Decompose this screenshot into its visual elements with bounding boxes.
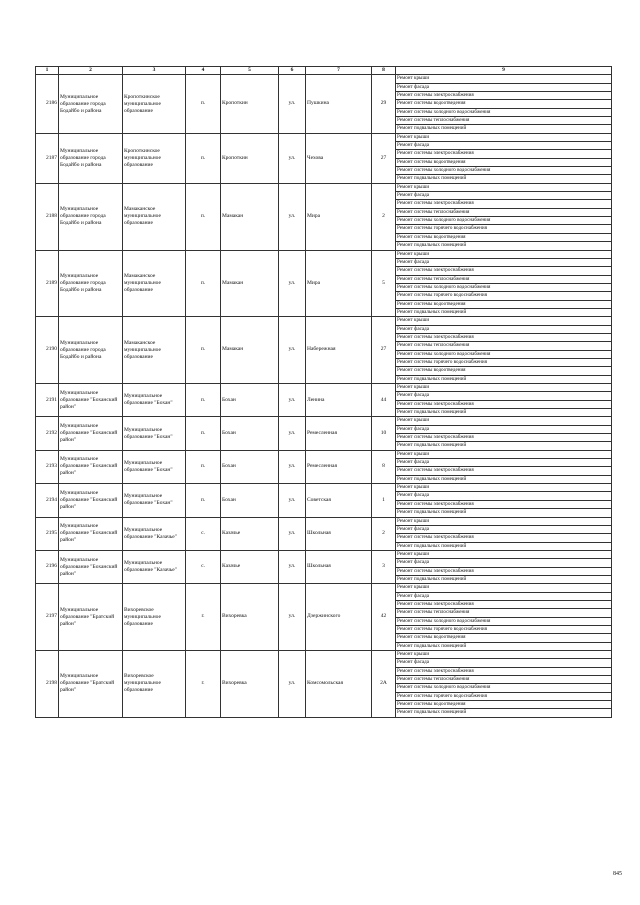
work-type: Ремонт системы водоотведения [396, 300, 612, 308]
work-type: Ремонт системы холодного водоснабжения [396, 684, 612, 692]
record-number: 2190 [36, 317, 59, 384]
table-body [36, 75, 612, 717]
record-number: 2186 [36, 75, 59, 133]
house-number: 27 [372, 317, 396, 384]
work-type: Ремонт системы водоотведения [396, 634, 612, 642]
work-type: Ремонт фасада [396, 83, 612, 91]
locality-name: Мамакан [221, 183, 279, 250]
locality-name: Мамакан [221, 250, 279, 317]
work-type: Ремонт крыши [396, 550, 612, 558]
work-type: Ремонт системы электроснабжения [396, 150, 612, 158]
municipal-district: Муниципальное образование города Бодайбо и района [59, 133, 123, 183]
settlement: Кропоткинское муниципальное образование [123, 133, 186, 183]
work-type: Ремонт системы холодного водоснабжения [396, 108, 612, 116]
record-number: 2193 [36, 450, 59, 483]
locality-name: Кропоткин [221, 75, 279, 133]
work-type: Ремонт системы электроснабжения [396, 467, 612, 475]
work-type: Ремонт системы электроснабжения [396, 600, 612, 608]
settlement-type: п. [186, 183, 221, 250]
record-number: 2197 [36, 584, 59, 651]
work-type: Ремонт подвальных помещений [396, 709, 612, 717]
settlement-type: с. [186, 550, 221, 583]
street-type: ул. [279, 651, 306, 718]
street-type: ул. [279, 484, 306, 517]
col-header: 9 [396, 67, 612, 75]
table-row [36, 317, 612, 325]
locality-name: Казачье [221, 550, 279, 583]
work-type: Ремонт фасада [396, 392, 612, 400]
street-name: Школьная [306, 550, 372, 583]
house-number: 29 [372, 75, 396, 133]
table-row [36, 450, 612, 458]
settlement: Муниципальное образование "Бохан" [123, 384, 186, 417]
record-number: 2192 [36, 417, 59, 450]
settlement-type: п. [186, 450, 221, 483]
work-type: Ремонт системы теплоснабжения [396, 342, 612, 350]
municipal-district: Муниципальное образование города Бодайбо и района [59, 183, 123, 250]
street-name: Комсомольская [306, 651, 372, 718]
work-type: Ремонт подвальных помещений [396, 542, 612, 550]
work-type: Ремонт подвальных помещений [396, 575, 612, 583]
street-name: Советская [306, 484, 372, 517]
col-header: 8 [372, 67, 396, 75]
col-header: 5 [221, 67, 279, 75]
work-type: Ремонт фасада [396, 142, 612, 150]
work-type: Ремонт фасада [396, 325, 612, 333]
house-number: 3 [372, 550, 396, 583]
work-type: Ремонт фасада [396, 492, 612, 500]
street-name: Ремесленная [306, 450, 372, 483]
work-type: Ремонт системы электроснабжения [396, 400, 612, 408]
table-row [36, 651, 612, 659]
work-type: Ремонт крыши [396, 651, 612, 659]
settlement: Муниципальное образование "Казачье" [123, 517, 186, 550]
work-type: Ремонт системы водоотведения [396, 233, 612, 241]
street-type: ул. [279, 133, 306, 183]
work-type: Ремонт крыши [396, 317, 612, 325]
repair-program-table [35, 66, 612, 718]
street-type: ул. [279, 450, 306, 483]
work-type: Ремонт системы холодного водоснабжения [396, 283, 612, 291]
house-number: 2 [372, 517, 396, 550]
col-header: 1 [36, 67, 59, 75]
house-number: 2 [372, 183, 396, 250]
work-type: Ремонт системы водоотведения [396, 100, 612, 108]
work-type: Ремонт системы электроснабжения [396, 534, 612, 542]
table-row [36, 250, 612, 258]
locality-name: Бохан [221, 384, 279, 417]
house-number: 2А [372, 651, 396, 718]
locality-name: Казачье [221, 517, 279, 550]
work-type: Ремонт подвальных помещений [396, 475, 612, 483]
work-type: Ремонт системы электроснабжения [396, 667, 612, 675]
house-number: 27 [372, 133, 396, 183]
col-header: 3 [123, 67, 186, 75]
municipal-district: Муниципальное образование города Бодайбо и района [59, 317, 123, 384]
settlement-type: п. [186, 317, 221, 384]
house-number: 10 [372, 417, 396, 450]
work-type: Ремонт подвальных помещений [396, 125, 612, 133]
street-name: Ленина [306, 384, 372, 417]
work-type: Ремонт крыши [396, 517, 612, 525]
work-type: Ремонт системы теплоснабжения [396, 117, 612, 125]
work-type: Ремонт системы водоотведения [396, 367, 612, 375]
municipal-district: Муниципальное образование "Боханский район" [59, 550, 123, 583]
record-number: 2198 [36, 651, 59, 718]
street-type: ул. [279, 250, 306, 317]
settlement: Мамаканское муниципальное образование [123, 317, 186, 384]
work-type: Ремонт системы электроснабжения [396, 91, 612, 99]
street-type: ул. [279, 317, 306, 384]
house-number: 1 [372, 484, 396, 517]
municipal-district: Муниципальное образование города Бодайбо и района [59, 250, 123, 317]
work-type: Ремонт подвальных помещений [396, 442, 612, 450]
settlement-type: п. [186, 133, 221, 183]
work-type: Ремонт подвальных помещений [396, 375, 612, 383]
locality-name: Бохан [221, 417, 279, 450]
street-type: ул. [279, 550, 306, 583]
work-type: Ремонт системы электроснабжения [396, 200, 612, 208]
work-type: Ремонт фасада [396, 258, 612, 266]
municipal-district: Муниципальное образование "Братский район" [59, 584, 123, 651]
locality-name: Бохан [221, 450, 279, 483]
municipal-district: Муниципальное образование "Боханский район" [59, 384, 123, 417]
settlement-type: п. [186, 250, 221, 317]
work-type: Ремонт системы горячего водоснабжения [396, 292, 612, 300]
work-type: Ремонт системы электроснабжения [396, 333, 612, 341]
work-type: Ремонт подвальных помещений [396, 409, 612, 417]
settlement-type: г. [186, 584, 221, 651]
street-type: ул. [279, 75, 306, 133]
locality-name: Бохан [221, 484, 279, 517]
work-type: Ремонт фасада [396, 459, 612, 467]
work-type: Ремонт системы электроснабжения [396, 267, 612, 275]
work-type: Ремонт системы теплоснабжения [396, 208, 612, 216]
work-type: Ремонт системы теплоснабжения [396, 676, 612, 684]
work-type: Ремонт фасада [396, 525, 612, 533]
work-type: Ремонт системы горячего водоснабжения [396, 225, 612, 233]
street-name: Ремесленная [306, 417, 372, 450]
locality-name: Вихоревка [221, 584, 279, 651]
work-type: Ремонт крыши [396, 417, 612, 425]
table-row [36, 183, 612, 191]
municipal-district: Муниципальное образование "Боханский район" [59, 517, 123, 550]
settlement-type: п. [186, 417, 221, 450]
work-type: Ремонт системы холодного водоснабжения [396, 217, 612, 225]
street-name: Школьная [306, 517, 372, 550]
col-header: 2 [59, 67, 123, 75]
work-type: Ремонт крыши [396, 133, 612, 141]
work-type: Ремонт крыши [396, 484, 612, 492]
settlement-type: п. [186, 384, 221, 417]
street-name: Пушкина [306, 75, 372, 133]
work-type: Ремонт системы холодного водоснабжения [396, 167, 612, 175]
work-type: Ремонт системы электроснабжения [396, 567, 612, 575]
settlement: Мамаканское муниципальное образование [123, 183, 186, 250]
municipal-district: Муниципальное образование города Бодайбо и района [59, 75, 123, 133]
col-header: 4 [186, 67, 221, 75]
work-type: Ремонт системы водоотведения [396, 158, 612, 166]
table-header-row [36, 67, 612, 75]
house-number: 42 [372, 584, 396, 651]
street-type: ул. [279, 384, 306, 417]
work-type: Ремонт фасада [396, 425, 612, 433]
work-type: Ремонт подвальных помещений [396, 242, 612, 250]
settlement: Кропоткинское муниципальное образование [123, 75, 186, 133]
table-row [36, 75, 612, 83]
work-type: Ремонт системы электроснабжения [396, 500, 612, 508]
settlement: Муниципальное образование "Бохан" [123, 484, 186, 517]
settlement-type: п. [186, 484, 221, 517]
street-type: ул. [279, 183, 306, 250]
street-name: Дзержинского [306, 584, 372, 651]
col-header: 7 [306, 67, 372, 75]
work-type: Ремонт крыши [396, 384, 612, 392]
settlement-type: с. [186, 517, 221, 550]
street-name: Чехова [306, 133, 372, 183]
work-type: Ремонт системы электроснабжения [396, 434, 612, 442]
work-type: Ремонт крыши [396, 75, 612, 83]
work-type: Ремонт крыши [396, 250, 612, 258]
work-type: Ремонт системы теплоснабжения [396, 275, 612, 283]
table-row [36, 417, 612, 425]
municipal-district: Муниципальное образование "Братский район" [59, 651, 123, 718]
municipal-district: Муниципальное образование "Боханский район" [59, 450, 123, 483]
work-type: Ремонт фасада [396, 592, 612, 600]
work-type: Ремонт системы холодного водоснабжения [396, 350, 612, 358]
municipal-district: Муниципальное образование "Боханский район" [59, 484, 123, 517]
settlement: Вихоревское муниципальное образование [123, 651, 186, 718]
street-type: ул. [279, 417, 306, 450]
locality-name: Кропоткин [221, 133, 279, 183]
table-row [36, 133, 612, 141]
work-type: Ремонт системы горячего водоснабжения [396, 358, 612, 366]
work-type: Ремонт крыши [396, 584, 612, 592]
record-number: 2189 [36, 250, 59, 317]
work-type: Ремонт подвальных помещений [396, 175, 612, 183]
work-type: Ремонт системы холодного водоснабжения [396, 617, 612, 625]
table-row [36, 550, 612, 558]
work-type: Ремонт фасада [396, 659, 612, 667]
col-header: 6 [279, 67, 306, 75]
locality-name: Вихоревка [221, 651, 279, 718]
street-name: Набережная [306, 317, 372, 384]
work-type: Ремонт подвальных помещений [396, 642, 612, 650]
settlement: Мамаканское муниципальное образование [123, 250, 186, 317]
street-type: ул. [279, 517, 306, 550]
work-type: Ремонт подвальных помещений [396, 308, 612, 316]
settlement-type: п. [186, 75, 221, 133]
work-type: Ремонт подвальных помещений [396, 509, 612, 517]
record-number: 2188 [36, 183, 59, 250]
house-number: 8 [372, 450, 396, 483]
locality-name: Мамакан [221, 317, 279, 384]
work-type: Ремонт системы водоотведения [396, 701, 612, 709]
settlement: Муниципальное образование "Казачье" [123, 550, 186, 583]
work-type: Ремонт системы горячего водоснабжения [396, 692, 612, 700]
table-row [36, 517, 612, 525]
record-number: 2194 [36, 484, 59, 517]
page-number: 845 [613, 871, 622, 877]
street-name: Мира [306, 183, 372, 250]
municipal-district: Муниципальное образование "Боханский район" [59, 417, 123, 450]
street-name: Мира [306, 250, 372, 317]
work-type: Ремонт системы теплоснабжения [396, 609, 612, 617]
record-number: 2196 [36, 550, 59, 583]
work-type: Ремонт системы горячего водоснабжения [396, 625, 612, 633]
table-row [36, 484, 612, 492]
table-row [36, 584, 612, 592]
record-number: 2191 [36, 384, 59, 417]
work-type: Ремонт крыши [396, 183, 612, 191]
work-type: Ремонт фасада [396, 192, 612, 200]
table-row [36, 384, 612, 392]
work-type: Ремонт фасада [396, 559, 612, 567]
house-number: 5 [372, 250, 396, 317]
settlement-type: г. [186, 651, 221, 718]
settlement: Вихоревское муниципальное образование [123, 584, 186, 651]
settlement: Муниципальное образование "Бохан" [123, 450, 186, 483]
record-number: 2195 [36, 517, 59, 550]
settlement: Муниципальное образование "Бохан" [123, 417, 186, 450]
street-type: ул. [279, 584, 306, 651]
house-number: 44 [372, 384, 396, 417]
record-number: 2187 [36, 133, 59, 183]
work-type: Ремонт крыши [396, 450, 612, 458]
